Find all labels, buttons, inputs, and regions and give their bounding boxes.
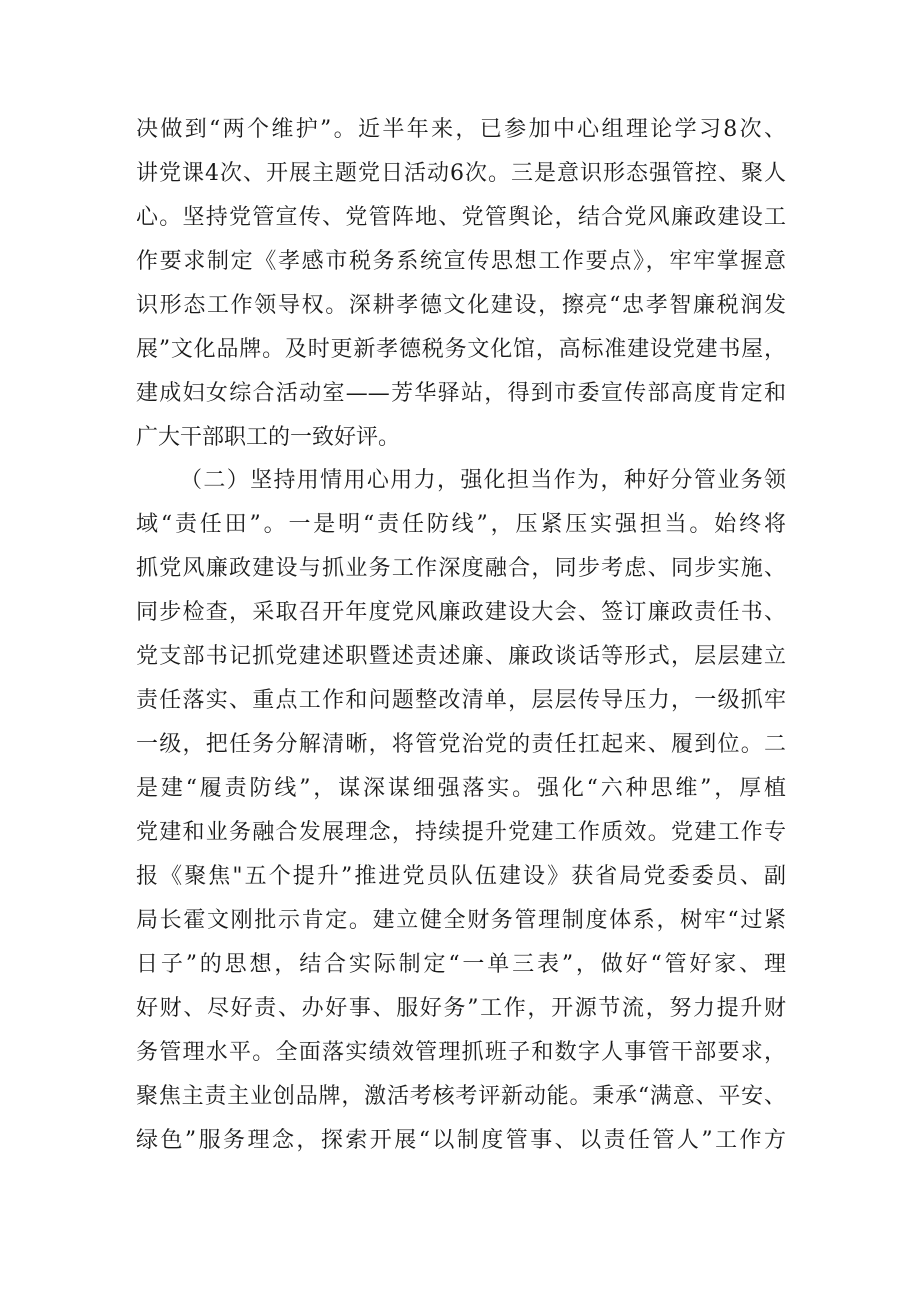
text-line: 心。坚持党管宣传、党管阵地、党管舆论，结合党风廉政建设工	[136, 205, 786, 230]
text-line: 党建和业务融合发展理念，持续提升党建工作质效。党建工作专	[136, 820, 786, 845]
text-line: 广大干部职工的一致好评。	[136, 425, 401, 450]
text-line: 讲党课4次、开展主题党日活动6次。三是意识形态强管控、聚人	[136, 161, 786, 186]
text-line: 务管理水平。全面落实绩效管理抓班子和数字人事管干部要求，	[136, 1040, 786, 1065]
text-line: 识形态工作领导权。深耕孝德文化建设，擦亮“忠孝智廉税润发	[136, 293, 786, 318]
text-line: 局长霍文刚批示肯定。建立健全财务管理制度体系，树牢“过紧	[136, 908, 786, 933]
text-line: 好财、尽好责、办好事、服好务”工作，开源节流，努力提升财	[136, 996, 786, 1021]
paragraph-1	[136, 108, 786, 460]
text-line: 决做到“两个维护”。近半年来，已参加中心组理论学习8次、	[136, 117, 786, 142]
text-line: 责任落实、重点工作和问题整改清单，层层传导压力，一级抓牢	[136, 688, 786, 713]
text-line: 展”文化品牌。及时更新孝德税务文化馆，高标准建设党建书屋，	[136, 337, 786, 362]
text-line: （二）坚持用情用心用力，强化担当作为，种好分管业务领	[180, 468, 786, 493]
text-line: 抓党风廉政建设与抓业务工作深度融合，同步考虑、同步实施、	[136, 556, 786, 581]
text-line: 聚焦主责主业创品牌，激活考核考评新动能。秉承“满意、平安、	[136, 1084, 786, 1109]
text-line: 绿色”服务理念，探索开展“以制度管事、以责任管人”工作方	[136, 1128, 786, 1153]
text-line: 是建“履责防线”，谋深谋细强落实。强化“六种思维”，厚植	[136, 776, 786, 801]
text-line: 域“责任田”。一是明“责任防线”，压紧压实强担当。始终将	[136, 512, 786, 537]
paragraph-2	[136, 459, 786, 1163]
text-line: 同步检查，采取召开年度党风廉政建设大会、签订廉政责任书、	[136, 600, 786, 625]
text-line: 报《聚焦"五个提升”推进党员队伍建设》获省局党委委员、副	[136, 864, 786, 889]
text-line: 作要求制定《孝感市税务系统宣传思想工作要点》，牢牢掌握意	[136, 249, 786, 274]
text-line: 建成妇女综合活动室——芳华驿站，得到市委宣传部高度肯定和	[136, 381, 786, 406]
text-line: 一级，把任务分解清晰，将管党治党的责任扛起来、履到位。二	[136, 732, 786, 757]
text-line: 日子”的思想，结合实际制定“一单三表”，做好“管好家、理	[136, 952, 786, 977]
text-line: 党支部书记抓党建述职暨述责述廉、廉政谈话等形式，层层建立	[136, 644, 786, 669]
